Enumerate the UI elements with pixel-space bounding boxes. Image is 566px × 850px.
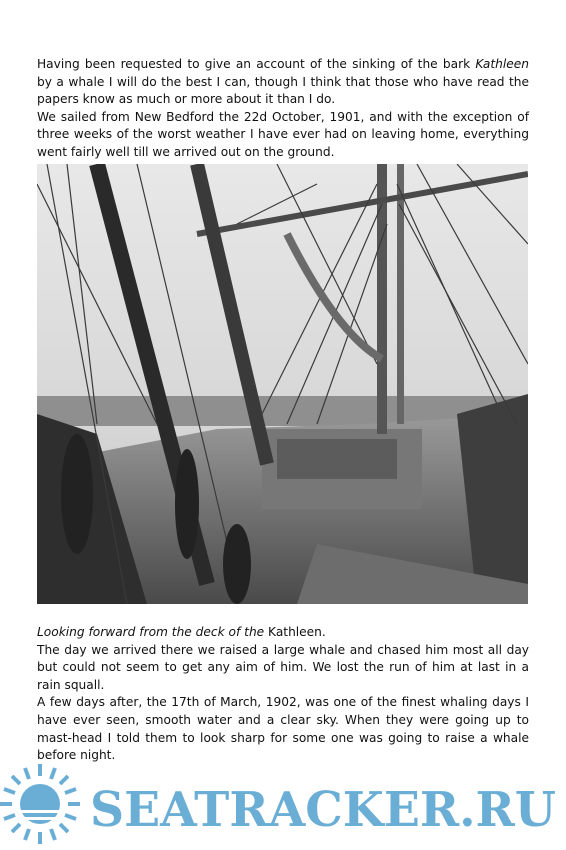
ship-name: Kathleen — [475, 57, 529, 71]
paragraph-2: We sailed from New Bedford the 22d October, 1901, and with the exception of three weeks of the worst weather I have ever had on leaving home, everything went fairly well till we arrived out on the ground. — [37, 109, 529, 159]
paragraph-3: The day we arrived there we raised a large whale and chased him most all day but could not seem to get any aim of him. We lost the run of him at last in a rain squall. — [37, 642, 529, 692]
watermark-text: SEATRACKER.RU — [90, 782, 556, 838]
after-text — [37, 624, 529, 765]
footer-watermark — [0, 760, 566, 850]
paragraph-4: A few days after, the 17th of March, 1902, was one of the finest whaling days I have ever seen, smooth water and a clear sky. When they were going up to mast-head I told them to look sharp for some one was going to raise a whale before night. — [37, 695, 529, 763]
sun-icon — [0, 764, 80, 844]
ship-deck-photo — [37, 164, 528, 604]
photo-caption: Looking forward from the deck of the Kathleen. — [37, 625, 326, 639]
paragraph-1: Having been requested to give an account of the sinking of the bark Kathleen by a whale I will do the best I can, though I think that those who have read the papers know as much or more about it than I do. — [37, 57, 529, 107]
intro-text — [37, 56, 529, 162]
